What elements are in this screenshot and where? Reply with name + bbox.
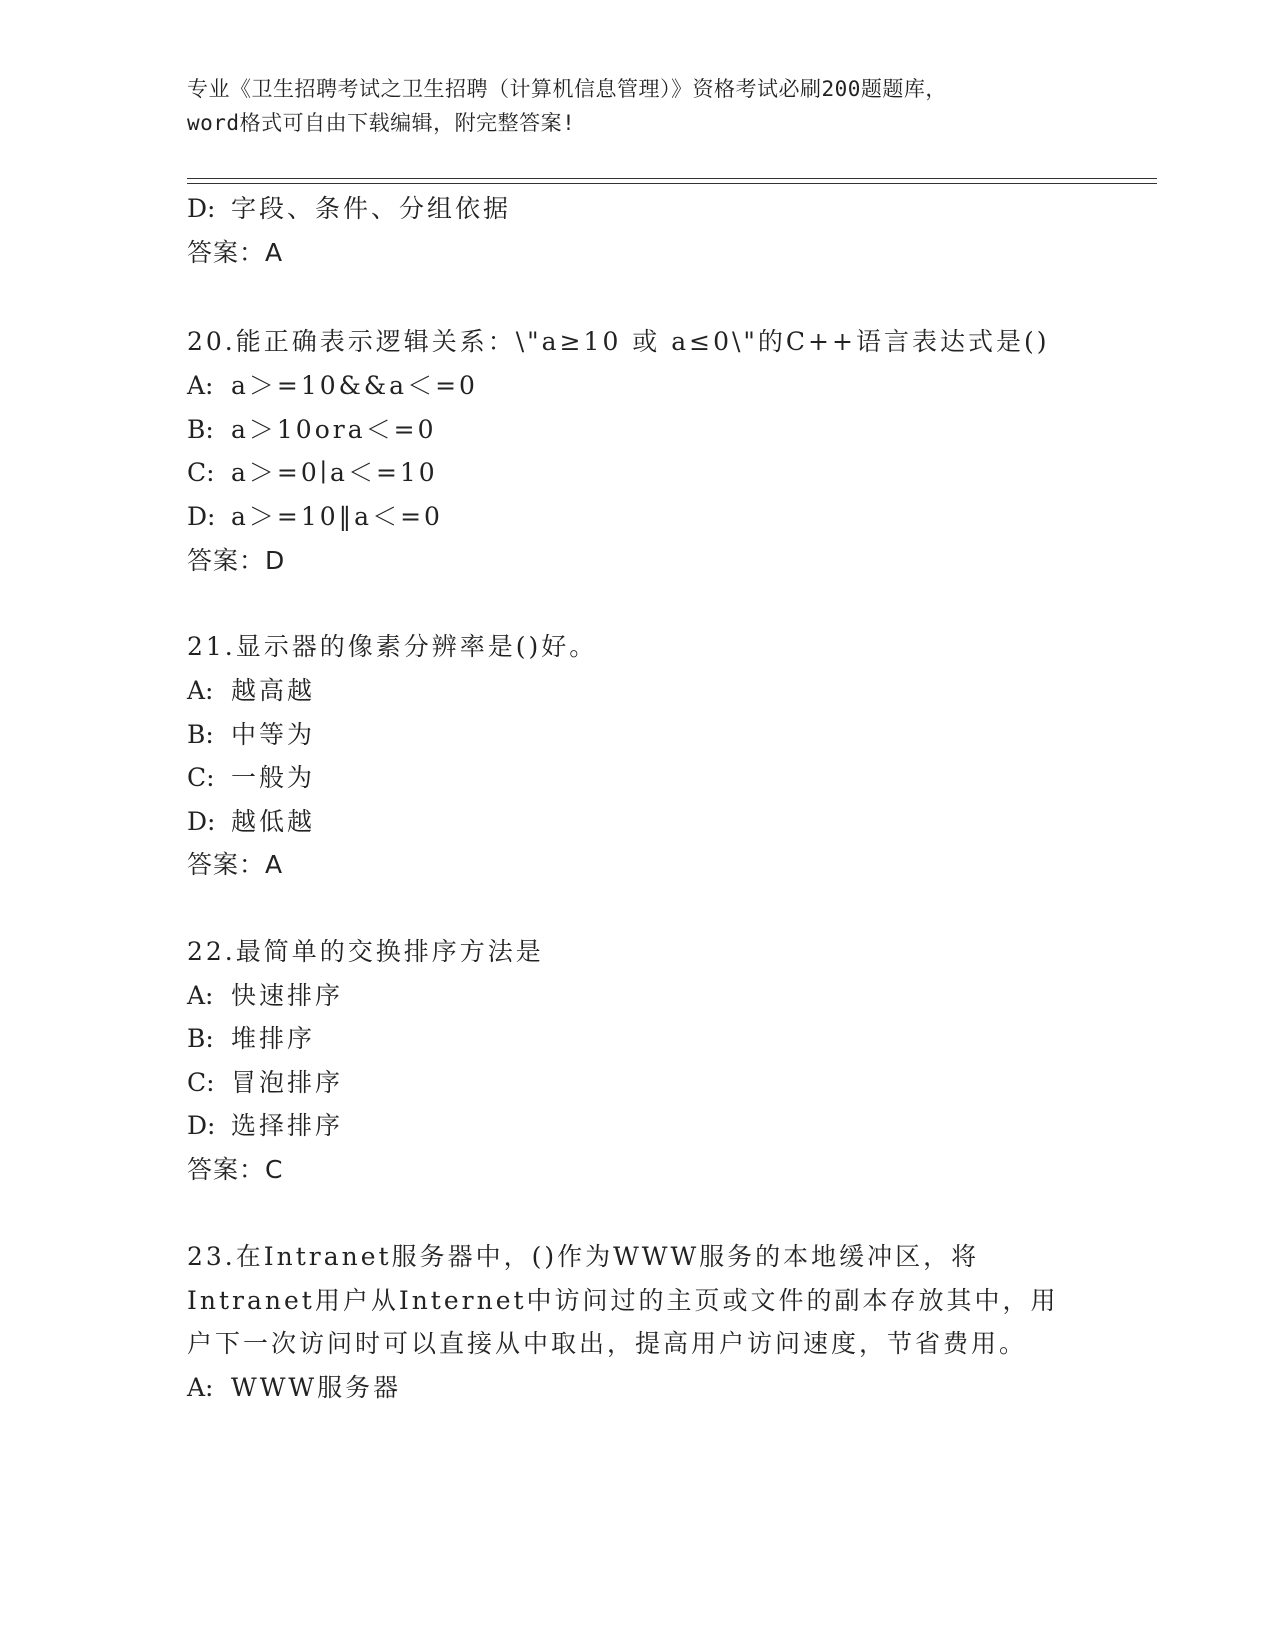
header-divider-bottom	[187, 183, 1157, 184]
q22-option-d	[187, 1110, 343, 1142]
option-key: A:	[187, 1373, 214, 1402]
q20-option-d	[187, 501, 443, 533]
prev-option-d	[187, 193, 511, 225]
option-key: D:	[187, 1111, 216, 1140]
q20-answer: 答案：D	[187, 546, 286, 575]
q23-stem-line-1: 23.在Intranet服务器中，()作为WWW服务的本地缓冲区，将	[187, 1242, 980, 1271]
q23-option-a	[187, 1372, 401, 1404]
q21-answer: 答案：A	[187, 850, 284, 879]
header-title-line-2: word格式可自由下载编辑，附完整答案!	[187, 111, 576, 135]
option-text: 快速排序	[231, 981, 344, 1010]
option-text: a＞10ora＜=0	[231, 415, 437, 444]
option-text: a＞=10&&a＜=0	[231, 371, 478, 400]
q20-option-a	[187, 370, 478, 402]
option-key: B:	[187, 415, 214, 444]
q21-stem: 21.显示器的像素分辨率是()好。	[187, 632, 598, 661]
option-text: a＞=0∣a＜=10	[231, 458, 438, 487]
option-key: D:	[187, 807, 216, 836]
option-key: B:	[187, 720, 214, 749]
q20-option-c	[187, 457, 438, 489]
q21-option-b	[187, 719, 315, 751]
q21-option-a	[187, 675, 315, 707]
header-title-line-1: 专业《卫生招聘考试之卫生招聘（计算机信息管理）》资格考试必刷200题题库，	[187, 77, 947, 101]
option-key: A:	[187, 371, 214, 400]
option-key: D:	[187, 194, 216, 223]
document-header	[187, 72, 1077, 140]
option-key: D:	[187, 502, 216, 531]
option-key: B:	[187, 1024, 214, 1053]
option-text: a＞=10‖a＜=0	[231, 502, 443, 531]
prev-answer: 答案：A	[187, 238, 284, 267]
q21-option-c	[187, 762, 315, 794]
option-text: 越高越	[231, 676, 316, 705]
option-text: 越低越	[231, 807, 316, 836]
q23-stem-line-3: 户下一次访问时可以直接从中取出，提高用户访问速度，节省费用。	[187, 1329, 1028, 1358]
option-text: 中等为	[231, 720, 316, 749]
option-text: 字段、条件、分组依据	[231, 194, 512, 223]
q20-stem: 20.能正确表示逻辑关系：\"a≥10 或 a≤0\"的C++语言表达式是()	[187, 327, 1050, 356]
q20-option-b	[187, 414, 436, 446]
q21-option-d	[187, 806, 315, 838]
option-key: C:	[187, 1068, 215, 1097]
option-text: 堆排序	[231, 1024, 316, 1053]
option-key: C:	[187, 458, 215, 487]
option-key: A:	[187, 981, 214, 1010]
header-divider-top	[187, 178, 1157, 179]
q22-stem: 22.最简单的交换排序方法是	[187, 937, 544, 966]
option-text: WWW服务器	[231, 1373, 402, 1402]
q22-option-b	[187, 1023, 315, 1055]
option-key: C:	[187, 763, 215, 792]
option-key: A:	[187, 676, 214, 705]
option-text: 选择排序	[231, 1111, 344, 1140]
q23-stem-line-2: Intranet用户从Internet中访问过的主页或文件的副本存放其中，用	[187, 1286, 1059, 1315]
option-text: 冒泡排序	[231, 1068, 344, 1097]
q22-answer: 答案：C	[187, 1155, 284, 1184]
q22-option-a	[187, 980, 343, 1012]
q22-option-c	[187, 1067, 343, 1099]
option-text: 一般为	[231, 763, 316, 792]
